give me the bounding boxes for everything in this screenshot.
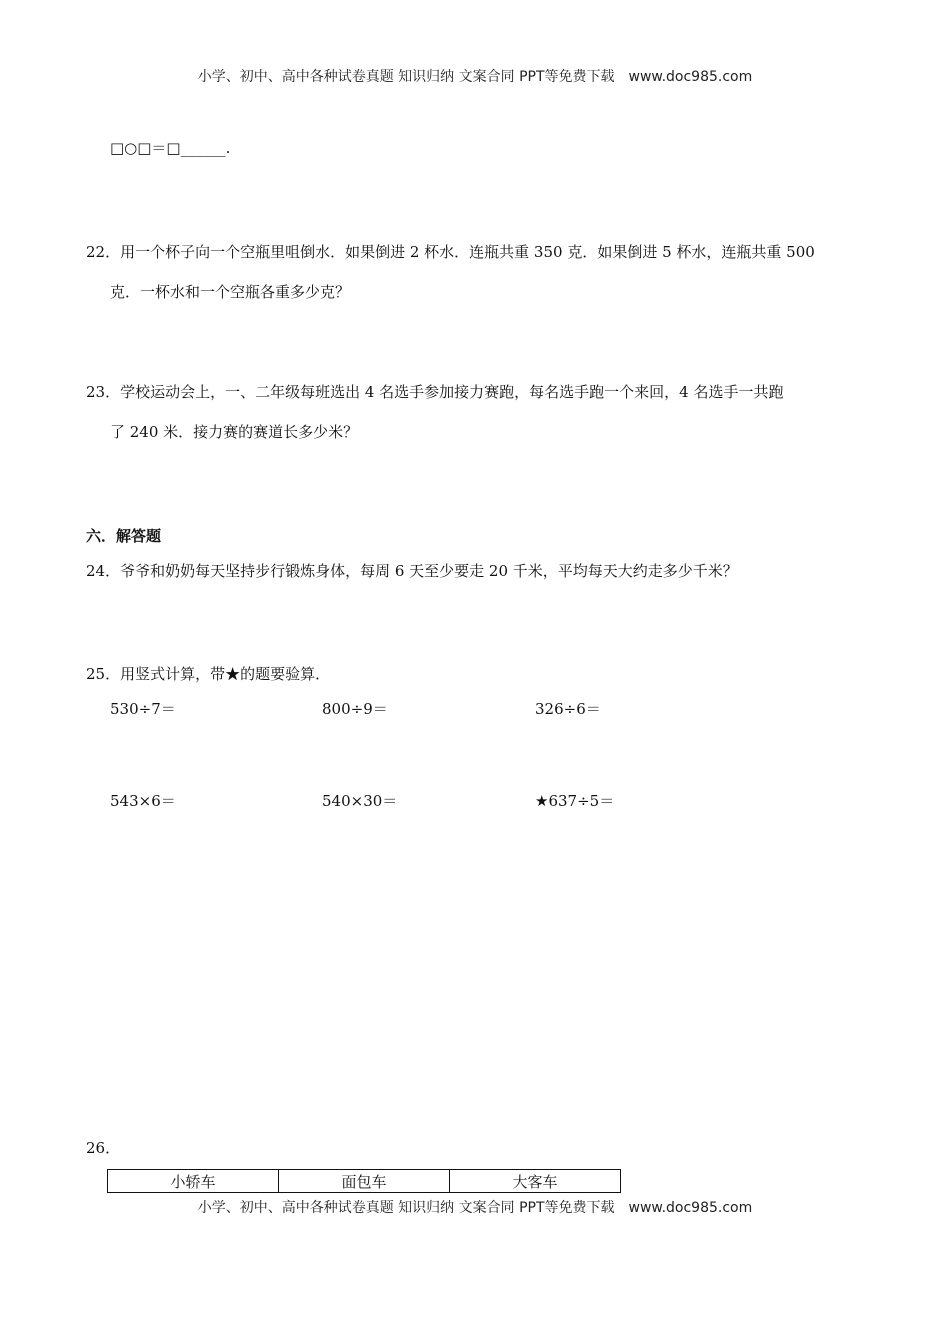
table-header-cell: 大客车 [450,1170,621,1193]
q25-expr: ★637÷5＝ [535,792,615,810]
header-site: www.doc985.com [628,69,753,85]
table-header-cell: 面包车 [279,1170,450,1193]
q25-expr: 800÷9＝ [322,700,388,718]
page-header [0,66,950,86]
footer-text: 小学、初中、高中各种试卷真题 知识归纳 文案合同 PPT等免费下载 [197,1200,615,1216]
vehicle-table [107,1169,621,1193]
q25-expr: 543×6＝ [110,792,176,810]
q21-tail: □○□＝□______. [110,139,231,157]
table-row [108,1170,621,1193]
q25-title: 25．用竖式计算，带★的题要验算． [86,665,331,683]
q25-expr: 530÷7＝ [110,700,176,718]
section-title: 六．解答题 [86,527,162,545]
q23-line1: 23．学校运动会上，一、二年级每班选出 4 名选手参加接力赛跑，每名选手跑一个来回，4 名选手一共跑 [86,383,784,401]
table-header-cell: 小轿车 [108,1170,279,1193]
q22-line2: 克．一杯水和一个空瓶各重多少克？ [110,283,351,301]
q25-expr: 326÷6＝ [535,700,601,718]
page-footer [0,1197,950,1217]
q24: 24．爷爷和奶奶每天坚持步行锻炼身体，每周 6 天至少要走 20 千米，平均每天大约走多少千米？ [86,562,738,580]
q23-line2: 了 240 米．接力赛的赛道长多少米？ [110,423,359,441]
footer-site: www.doc985.com [628,1200,753,1216]
header-text: 小学、初中、高中各种试卷真题 知识归纳 文案合同 PPT等免费下载 [197,69,615,85]
q26-number: 26． [86,1139,121,1157]
q25-expr: 540×30＝ [322,792,398,810]
q22-line1: 22．用一个杯子向一个空瓶里咀倒水．如果倒进 2 杯水．连瓶共重 350 克．如果倒进 5 杯水，连瓶共重 500 [86,243,815,261]
